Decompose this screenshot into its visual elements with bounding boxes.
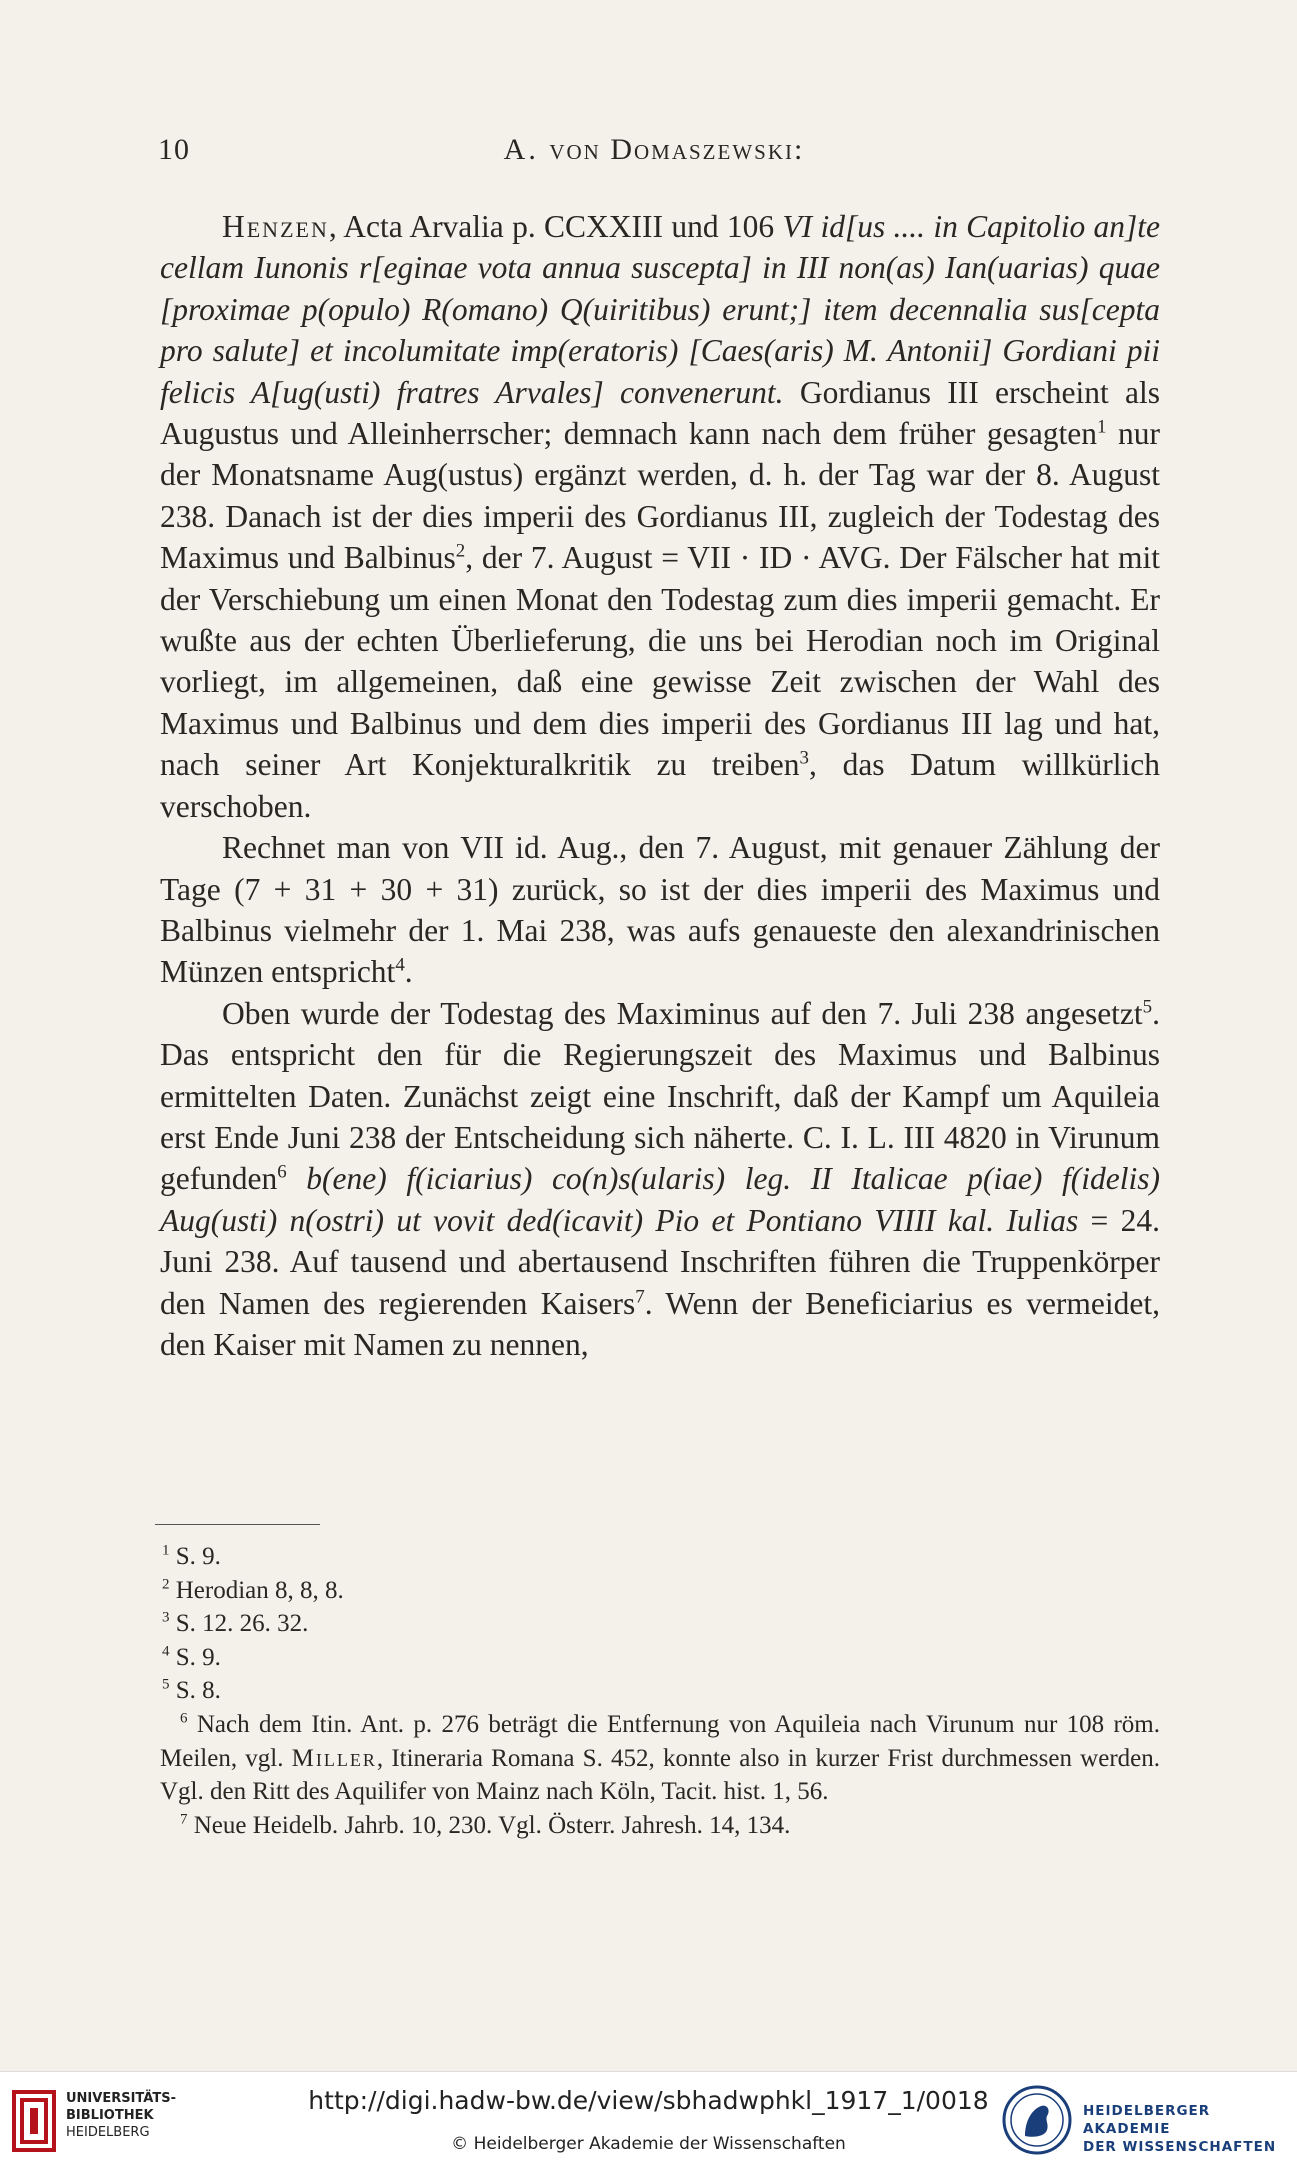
text-run: Oben wurde der Todestag des Maximinus auf den 7. Juli 238 angesetzt xyxy=(222,995,1143,1031)
text-run xyxy=(287,1161,307,1196)
academy-seal-icon xyxy=(1001,2084,1073,2156)
academy-name: HEIDELBERGER AKADEMIE DER WISSENSCHAFTEN xyxy=(1083,2103,1277,2155)
text-run: , das Datum willkürlich verschoben. xyxy=(160,747,1160,824)
footnote xyxy=(160,1574,1160,1608)
paragraph xyxy=(160,993,1160,1366)
footnote-ref: 7 xyxy=(180,1811,188,1828)
footnote-ref: 6 xyxy=(180,1710,188,1727)
text-run: . Das entspricht den für die Regierungszeit des Maximus und Balbinus ermittelten Daten. Zunächst zeigt eine Inschrift, daß der Kampf um Aquileia erst Ende Juni 238 der Entscheidung sich näherte. C. I. L. III 4820 in Virunum gefunden xyxy=(160,995,1160,1197)
footnote-ref: 4 xyxy=(395,954,405,976)
footnote xyxy=(160,1809,1160,1843)
paragraph xyxy=(160,206,1160,827)
text-run: = 24. Juni 238. Auf tausend und abertausend Inschriften führen die Truppenkörper den Namen des regierenden Kaisers xyxy=(160,1202,1160,1321)
page-number: 10 xyxy=(158,133,190,166)
permalink[interactable]: http://digi.hadw-bw.de/view/sbhadwphkl_1917_1/0018 xyxy=(308,2086,989,2115)
text-run: S. 9. xyxy=(169,1543,221,1570)
text-run: . xyxy=(404,954,413,990)
latin-quotation: VI id[us .... in Capitolio an]te cellam Iunonis r[eginae vota annua suscepta] in III non(as) Ian(uarias) quae [proximae p(opulo) R(omano) Q(uiritibus) erunt;] item decennalia sus[cepta pro salute] et incolumitate imp(eratoris) [Caes(aris) M. Antonii] Gordiani pii felicis A[ug(usti) fratres Arvales] convenerunt. xyxy=(160,209,1160,410)
library-name: UNIVERSITÄTS- BIBLIOTHEK HEIDELBERG xyxy=(66,2091,176,2140)
running-title xyxy=(148,133,1160,167)
footnotes xyxy=(160,1540,1160,1842)
footnote xyxy=(160,1641,1160,1675)
author-name: Miller xyxy=(291,1744,377,1772)
footnote-ref: 1 xyxy=(1097,416,1107,438)
text-run: S. 12. 26. 32. xyxy=(169,1610,309,1638)
text-run: Nach dem Itin. Ant. p. 276 beträgt die Entfernung von Aquileia nach Virunum nur 108 röm. Meilen, vgl. xyxy=(160,1710,1160,1772)
viewer-footer xyxy=(0,2071,1297,2172)
latin-quotation: b(ene) f(iciarius) co(n)s(ularis) leg. II Italicae p(iae) f(idelis) Aug(usti) n(ostri) ut vovit ded(icavit) Pio et Pontiano VIIII kal. Iulias xyxy=(160,1161,1160,1238)
text-run: Gordianus III erscheint als Augustus und Alleinherrscher; demnach kann nach dem früher gesagten xyxy=(160,374,1161,452)
main-text xyxy=(160,206,1160,1365)
text-run: Rechnet man von VII id. Aug., den 7. August, mit genauer Zählung der Tage (7 + 31 + 30 + 31) zurück, so ist der dies imperii des Maximus und Balbinus vielmehr der 1. Mai 238, was aufs genaueste den alexandrinischen Münzen entspricht xyxy=(160,830,1160,990)
footnote-ref: 7 xyxy=(635,1286,645,1308)
text-run: , Itineraria Romana S. 452, konnte also in kurzer Frist durchmessen werden. Vgl. den Ritt des Aquilifer von Mainz nach Köln, Tacit. hist. 1, 56. xyxy=(160,1744,1160,1806)
text-run: nur der Monatsname Aug(ustus) ergänzt werden, d. h. der Tag war der 8. August 238. Danach ist der dies imperii des Gordianus III, zugleich der Todestag des Maximus und Balbinus xyxy=(160,416,1160,576)
footnote-ref: 3 xyxy=(799,747,809,769)
footnote-ref: 4 xyxy=(162,1643,170,1660)
footnote xyxy=(160,1607,1160,1641)
text-run: , Acta Arvalia p. CCXXIII und 106 xyxy=(328,209,783,244)
footnote-ref: 3 xyxy=(162,1609,170,1626)
footnote-ref: 2 xyxy=(162,1576,170,1593)
footnote xyxy=(160,1674,1160,1708)
text-run: . Wenn der Beneficiarius es vermeidet, den Kaiser mit Namen zu nennen, xyxy=(160,1285,1161,1362)
footnote xyxy=(160,1708,1160,1809)
footnote-ref: 1 xyxy=(162,1542,170,1559)
footnote-ref: 6 xyxy=(277,1161,287,1183)
text-run: Neue Heidelb. Jahrb. 10, 230. Vgl. Österr. Jahresh. 14, 134. xyxy=(187,1811,791,1839)
text-run: Herodian 8, 8, 8. xyxy=(169,1576,344,1604)
text-run: S. 9. xyxy=(169,1643,221,1671)
footnote-separator xyxy=(155,1524,320,1525)
footnote-ref: 5 xyxy=(162,1677,170,1694)
copyright-notice: © Heidelberger Akademie der Wissenschaften xyxy=(451,2134,846,2154)
footnote xyxy=(160,1540,1160,1574)
running-title-author: von Domaszewski: xyxy=(549,133,805,166)
running-title-prefix: A. xyxy=(503,133,550,166)
text-run: , der 7. August = VII · ID · AVG. Der Fälscher hat mit der Verschiebung um einen Monat den Todestag zum dies imperii gemacht. Er wußte aus der echten Überlieferung, die uns bei Herodian noch im Original vorliegt, im allgemeinen, daß eine gewisse Zeit zwischen der Wahl des Maximus und Balbinus und dem dies imperii des Gordianus III lag und hat, nach seiner Art Konjekturalkritik zu treiben xyxy=(160,540,1160,783)
footnote-ref: 2 xyxy=(455,540,466,562)
footnote-ref: 5 xyxy=(1142,996,1153,1018)
paragraph xyxy=(160,827,1160,993)
text-run: S. 8. xyxy=(169,1677,221,1705)
author-name: Henzen xyxy=(222,209,329,244)
